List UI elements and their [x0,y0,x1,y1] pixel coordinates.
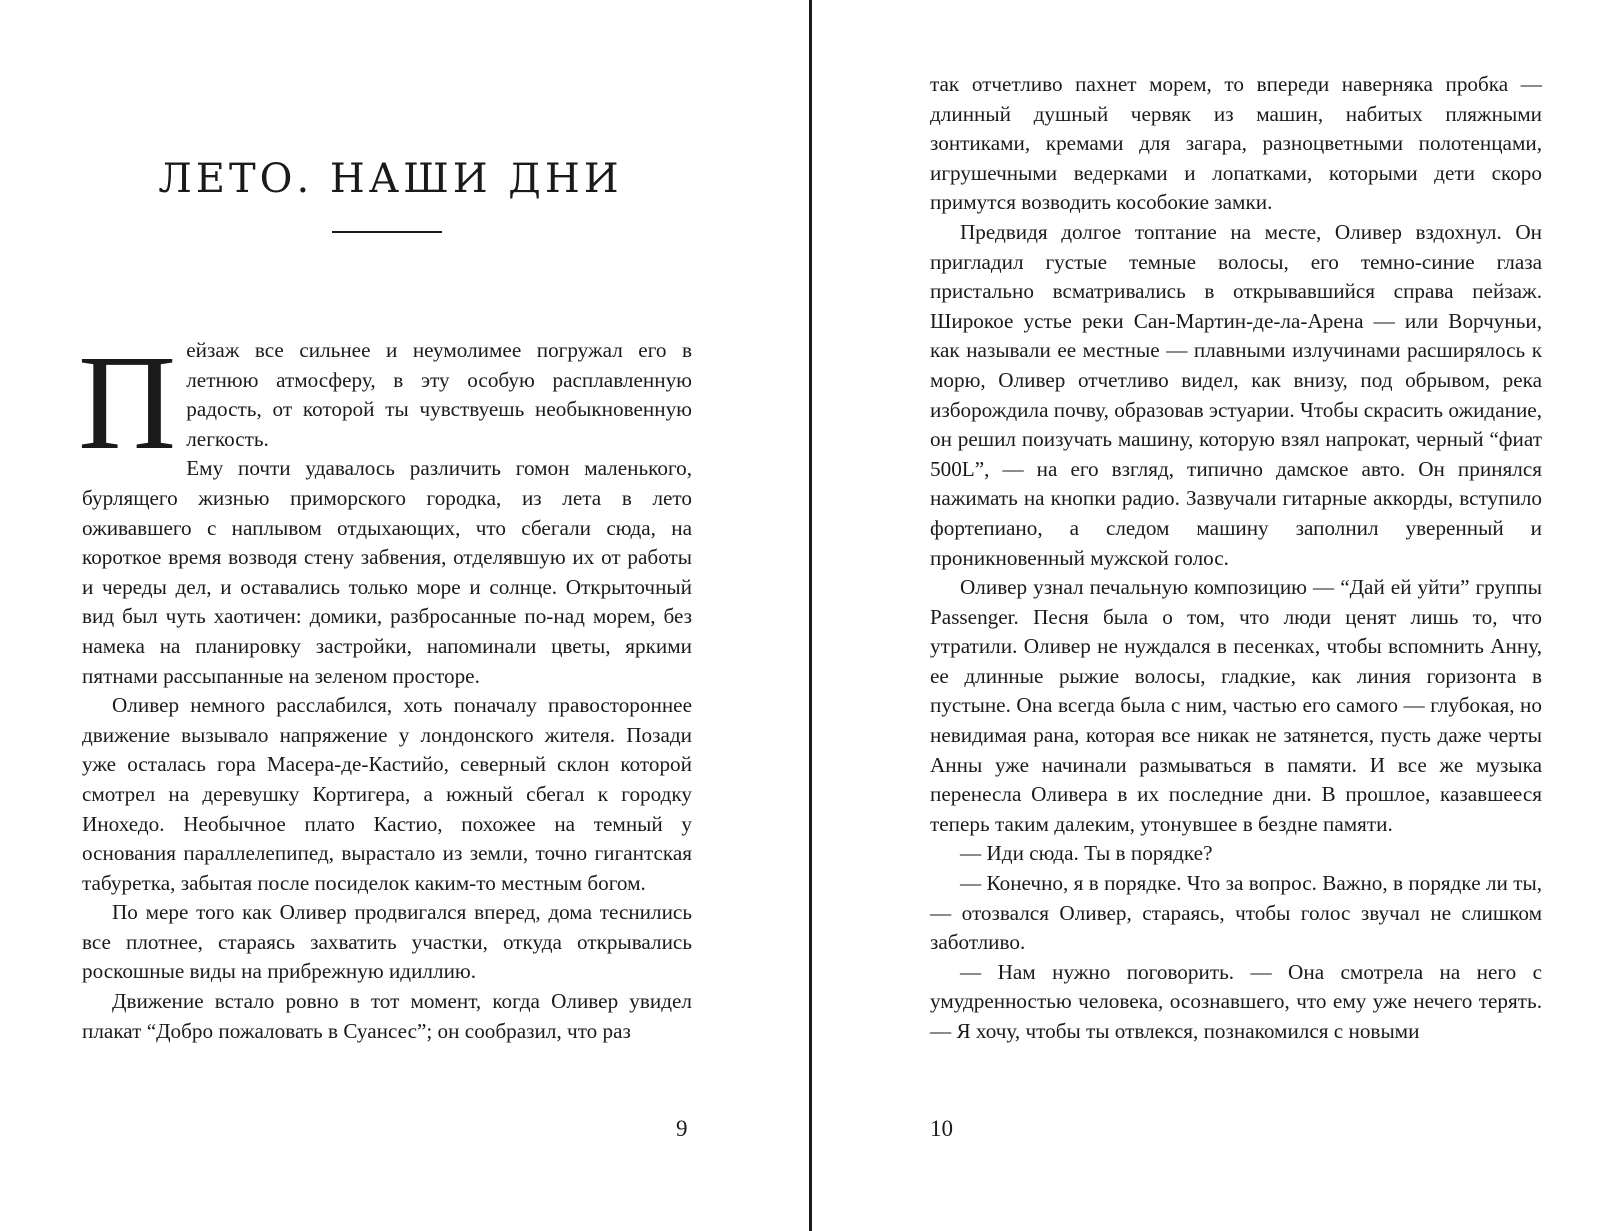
right-page-text [930,70,1542,1047]
chapter-title: ЛЕТО. НАШИ ДНИ [158,156,623,202]
paragraph: так отчетливо пахнет морем, то впереди наверняка пробка — длинный душный червяк из машин, набитых пляжными зонтиками, кремами для загара, разноцветными полотенцами, игрушечными ведерками и лопатками, которыми дети скоро примутся возводить кособокие замки. [930,72,1542,215]
page-number: 9 [676,1116,688,1141]
paragraph: Движение встало ровно в тот момент, когда Оливер увидел плакат “Добро пожаловать в Суансес”; он сообразил, что раз [82,989,692,1043]
paragraph: — Конечно, я в порядке. Что за вопрос. Важно, в порядке ли ты, — отозвался Оливер, стараясь, чтобы голос звучал не слишком заботливо. [930,871,1542,955]
drop-cap: П [78,328,177,478]
paragraph: Оливер узнал печальную композицию — “Дай ей уйти” группы Passenger. Песня была о том, что люди ценят лишь то, что утратили. Оливер не нуждался в песенках, чтобы вспомнить Анну, ее длинные рыжие волосы, гладкие, как линия горизонта в пустыне. Она всегда была с ним, частью его самого — глубокая, но невидимая рана, которая все никак не затянется, пусть даже черты Анны уже начинали размываться в памяти. И все же музыка перенесла Оливера в их последние дни. В прошлое, казавшееся теперь таким далеким, утонувшее в бездне памяти. [930,575,1542,836]
left-page-text [78,328,692,1046]
paragraph: — Нам нужно поговорить. — Она смотрела на него с умудренностью человека, осознавшего, что ему уже нечего терять. — Я хочу, чтобы ты отвлекся, познакомился с новыми [930,959,1542,1043]
title-divider [332,231,442,233]
paragraph: Пейзаж все сильнее и неумолимее погружал его в летнюю атмосферу, в эту особую расплавленную радость, от которой ты чувствуешь необыкновенную легкость. [78,328,692,478]
paragraph: Оливер немного расслабился, хоть поначалу правостороннее движение вызывало напряжение у лондонского жителя. Позади уже осталась гора Масера-де-Кастийо, северный склон которой смотрел на деревушку Кортигера, а южный сбегал к городку Инохедо. Необычное плато Кастио, похожее на темный у основания параллелепипед, вырастало из земли, точно гигантская табуретка, забытая после посиделок каким-то местным богом. [82,693,692,895]
paragraph: Предвидя долгое топтание на месте, Оливер вздохнул. Он пригладил густые темные волосы, его темно-синие глаза пристально всматривались в открывавшийся справа пейзаж. Широкое устье реки Сан-Мартин-де-ла-Арена — или Ворчуньи, как называли ее местные — плавными излучинами расширялось к морю, Оливер отчетливо видел, как внизу, под обрывом, река изборождила почву, образовав эстуарии. Чтобы скрасить ожидание, он решил поизучать машину, которую взял напрокат, черный “фиат 500L”, — на его взгляд, типично дамское авто. Он принялся нажимать на кнопки радио. Зазвучали гитарные аккорды, вступило фортепиано, а следом машину заполнил уверенный и проникновенный мужской голос. [930,219,1542,570]
paragraph: Ему почти удавалось различить гомон маленького, бурлящего жизнью приморского городка, из лета в лето оживавшего с наплывом отдыхающих, что сбегали сюда, на короткое время возводя стену забвения, отделявшую их от работы и череды дел, и оставались только море и солнце. Открыточный вид был чуть хаотичен: домики, разбросанные по-над морем, без намека на планировку застройки, напоминали цветы, яркими пятнами рассыпанные на зеленом просторе. [82,456,692,688]
right-page [812,0,1621,1231]
paragraph: — Иди сюда. Ты в порядке? [960,841,1213,866]
left-page [0,0,809,1231]
paragraph: По мере того как Оливер продвигался вперед, дома теснились все плотнее, стараясь захватить участки, откуда открывались роскошные виды на прибрежную идиллию. [82,900,692,984]
page-number: 10 [930,1116,953,1141]
